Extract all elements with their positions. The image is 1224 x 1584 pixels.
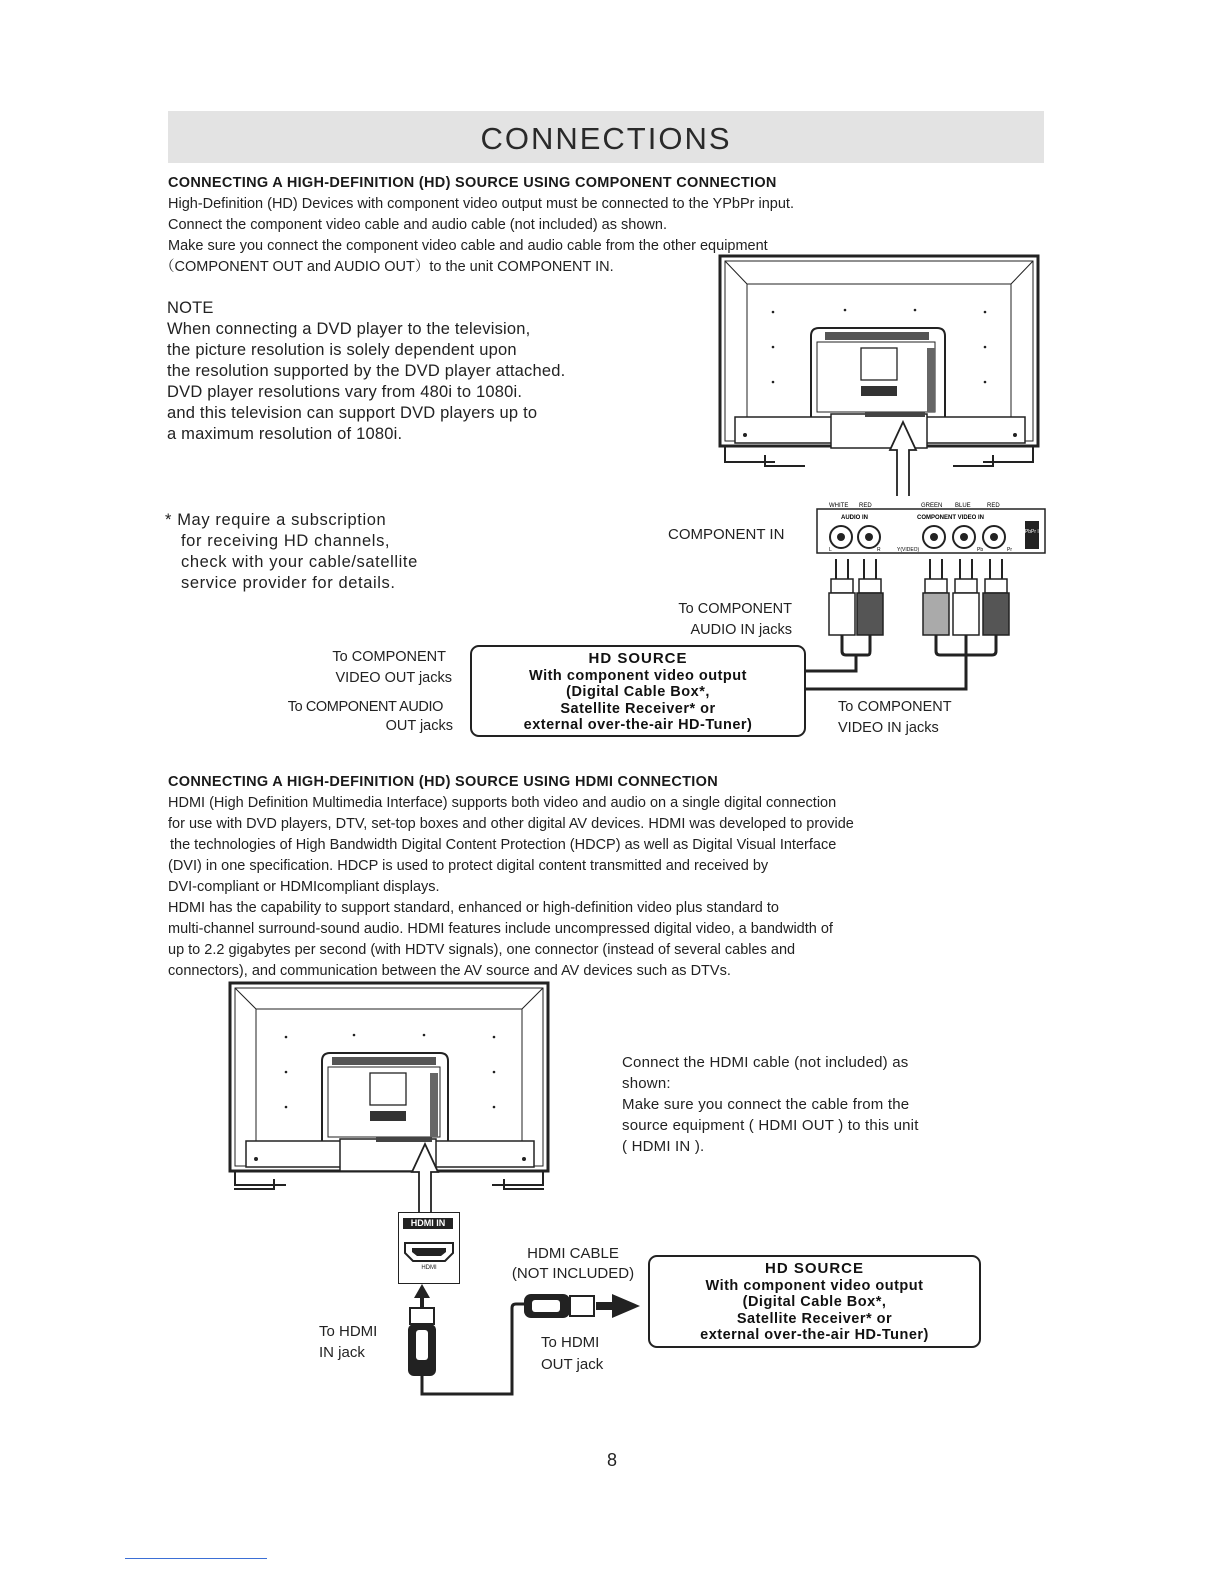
subscription-note xyxy=(165,510,418,594)
component-intro-line: High-Definition (HD) Devices with component video output must be connected to the YPbPr input. xyxy=(168,196,794,212)
to-audio-out-line: OUT jacks xyxy=(385,718,453,734)
subscription-line: service provider for details. xyxy=(181,574,396,592)
hd-source-line: Satellite Receiver* or xyxy=(560,700,716,717)
to-video-out-line: To COMPONENT xyxy=(332,649,446,665)
hdmi-cable-label xyxy=(505,1244,641,1284)
note-block xyxy=(167,298,565,445)
hdmi-description-line: multi-channel surround-sound audio. HDMI features include uncompressed digital video, a bandwidth of xyxy=(168,921,833,937)
component-heading: CONNECTING A HIGH-DEFINITION (HD) SOURCE USING COMPONENT CONNECTION xyxy=(168,175,777,191)
hd-source-title: HD SOURCE xyxy=(764,1260,864,1277)
footer-rule xyxy=(125,1558,267,1559)
hdmi-heading: CONNECTING A HIGH-DEFINITION (HD) SOURCE USING HDMI CONNECTION xyxy=(168,774,718,790)
to-audio-out-label xyxy=(250,698,453,736)
hd-source-line: external over-the-air HD-Tuner) xyxy=(523,717,753,733)
hdmi-in-badge: HDMI IN xyxy=(403,1218,453,1229)
panel-jack-label: Pr xyxy=(1007,547,1012,553)
hdmi-port-icon xyxy=(403,1239,455,1267)
panel-ypbpr-label: YPbPr IN xyxy=(1021,529,1043,535)
to-video-in-label xyxy=(838,697,952,739)
to-video-in-line: To COMPONENT xyxy=(838,699,952,715)
hdmi-description-line: (DVI) in one specification. HDCP is used to protect digital content transmitted and received by xyxy=(168,858,769,874)
hd-source-line: With component video output xyxy=(529,667,747,684)
component-intro xyxy=(160,194,794,278)
panel-color-label: BLUE xyxy=(955,503,971,509)
note-line: DVD player resolutions vary from 480i to 1080i. xyxy=(167,383,523,401)
hdmi-instruction-line: Make sure you connect the cable from the xyxy=(622,1096,910,1113)
panel-jack-label: Y(VIDEO) xyxy=(897,547,920,553)
panel-jack-label: Pb xyxy=(977,547,984,553)
hdmi-description-line: HDMI (High Definition Multimedia Interface) supports both video and audio on a single digital connection xyxy=(168,795,837,811)
hd-source-box-component xyxy=(470,645,806,737)
tv-rear-illustration-component xyxy=(715,252,1045,470)
to-hdmi-out-line: OUT jack xyxy=(541,1356,604,1373)
to-video-out-label xyxy=(290,647,452,689)
hd-source-line: With component video output xyxy=(705,1277,924,1294)
panel-audio-label: AUDIO IN xyxy=(841,515,868,521)
hdmi-in-port-panel xyxy=(398,1212,460,1284)
tv-rear-illustration-hdmi xyxy=(226,979,552,1194)
hdmi-description-line: the technologies of High Bandwidth Digital Content Protection (HDCP) as well as Digital Visual Interface xyxy=(170,837,837,853)
hdmi-port-text: HDMI xyxy=(421,1265,437,1271)
panel-color-label: GREEN xyxy=(921,503,943,509)
component-in-label: COMPONENT IN xyxy=(668,526,785,543)
panel-color-label: RED xyxy=(859,503,872,509)
component-intro-line: Connect the component video cable and audio cable (not included) as shown. xyxy=(168,217,667,233)
hdmi-cable-line: (NOT INCLUDED) xyxy=(511,1265,635,1282)
note-line: a maximum resolution of 1080i. xyxy=(167,425,403,443)
to-audio-out-line: To COMPONENT AUDIO xyxy=(287,699,443,715)
hd-source-line: external over-the-air HD-Tuner) xyxy=(700,1327,929,1343)
to-audio-in-line: AUDIO IN jacks xyxy=(690,622,792,638)
to-video-in-line: VIDEO IN jacks xyxy=(838,720,939,736)
page-title: CONNECTIONS xyxy=(480,121,732,156)
title-banner xyxy=(168,111,1044,163)
hdmi-instruction-line: shown: xyxy=(622,1075,671,1092)
to-hdmi-out-line: To HDMI xyxy=(541,1334,600,1351)
up-arrow-icon xyxy=(888,418,918,498)
hdmi-instruction-line: ( HDMI IN ). xyxy=(622,1138,705,1155)
panel-color-label: RED xyxy=(987,503,1000,509)
to-hdmi-in-label xyxy=(319,1321,377,1363)
hdmi-description xyxy=(168,793,854,982)
hdmi-description-line: up to 2.2 gigabytes per second (with HDTV signals), one connector (instead of several cables and xyxy=(168,942,796,958)
hdmi-description-line: connectors), and communication between the AV source and AV devices such as DTVs. xyxy=(168,963,731,979)
hd-source-line: Satellite Receiver* or xyxy=(736,1310,893,1327)
panel-jack-label: L xyxy=(829,547,832,553)
hdmi-cable-line: HDMI CABLE xyxy=(527,1245,619,1262)
note-line: and this television can support DVD players up to xyxy=(167,404,538,422)
hd-source-title: HD SOURCE xyxy=(588,650,688,667)
up-arrow-icon xyxy=(410,1140,440,1216)
to-video-out-line: VIDEO OUT jacks xyxy=(335,670,452,686)
component-intro-line: Make sure you connect the component video cable and audio cable from the other equipment xyxy=(168,238,768,254)
to-audio-in-label xyxy=(640,599,792,641)
hd-source-box-hdmi xyxy=(648,1255,981,1348)
hdmi-instruction-line: Connect the HDMI cable (not included) as xyxy=(622,1054,909,1071)
subscription-line: for receiving HD channels, xyxy=(181,532,391,550)
subscription-line: * May require a subscription xyxy=(165,511,387,529)
rca-cables-illustration xyxy=(800,555,1050,695)
to-hdmi-in-line: IN jack xyxy=(319,1344,365,1361)
page-number: 8 xyxy=(606,1450,617,1470)
panel-color-label: WHITE xyxy=(829,503,849,509)
hdmi-cable-illustration xyxy=(400,1282,650,1398)
note-line: When connecting a DVD player to the television, xyxy=(167,320,531,338)
hd-source-line: (Digital Cable Box*, xyxy=(742,1294,887,1310)
hdmi-description-line: DVI-compliant or HDMIcompliant displays. xyxy=(168,879,440,895)
note-line: the picture resolution is solely dependent upon xyxy=(167,341,517,359)
to-hdmi-out-label xyxy=(541,1332,603,1376)
component-in-panel xyxy=(815,497,1047,559)
subscription-line: check with your cable/satellite xyxy=(181,553,418,571)
note-title: NOTE xyxy=(167,299,214,317)
hdmi-instruction-line: source equipment ( HDMI OUT ) to this unit xyxy=(622,1117,919,1134)
hdmi-instructions xyxy=(622,1052,919,1157)
panel-jack-label: R xyxy=(877,547,881,553)
hdmi-description-line: HDMI has the capability to support standard, enhanced or high-definition video plus standard to xyxy=(168,900,779,916)
hd-source-line: (Digital Cable Box*, xyxy=(566,684,710,700)
panel-video-label: COMPONENT VIDEO IN xyxy=(917,515,985,521)
to-hdmi-in-line: To HDMI xyxy=(319,1323,378,1340)
note-line: the resolution supported by the DVD player attached. xyxy=(167,362,566,380)
to-audio-in-line: To COMPONENT xyxy=(678,601,792,617)
hdmi-description-line: for use with DVD players, DTV, set-top boxes and other digital AV devices. HDMI was developed to provide xyxy=(168,816,854,832)
component-intro-line: （COMPONENT OUT and AUDIO OUT）to the unit COMPONENT IN. xyxy=(160,259,614,275)
